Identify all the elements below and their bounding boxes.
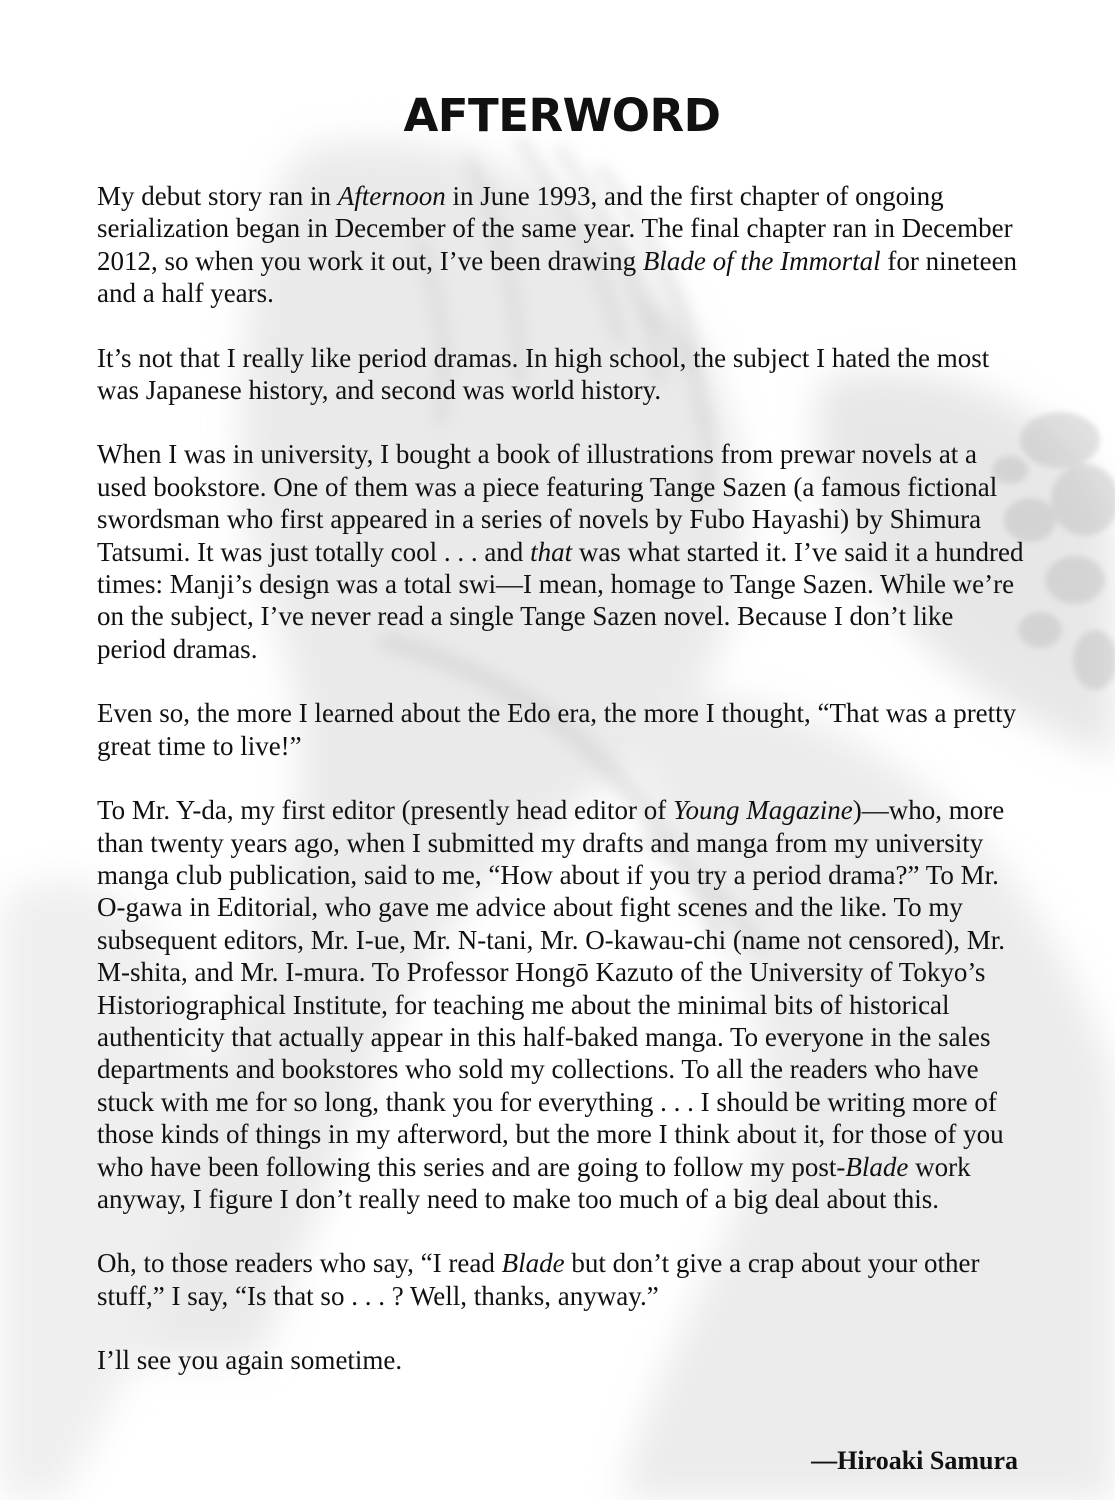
paragraph-1	[97, 180, 1027, 310]
text-run: was what started it. I’ve said it a hundred times: Manji’s design was a total swi—I mean, homage to Tange Sazen. While we’re on the subject, I’ve never read a single Tange Sazen novel. Because I don’t like period dramas.	[97, 536, 1024, 664]
text-run: Oh, to those readers who say, “I read	[97, 1248, 502, 1279]
paragraph-4	[97, 697, 1027, 762]
text-run: Even so, the more I learned about the Edo era, the more I thought, “That was a pretty great time to live!”	[97, 698, 1017, 761]
italic-text: Afternoon	[337, 181, 446, 211]
italic-text: Young Magazine	[672, 795, 853, 826]
italic-text: that	[530, 536, 573, 567]
author-signature: —Hiroaki Samura	[811, 1446, 1018, 1475]
text-run: )—who, more than twenty years ago, when I submitted my drafts and manga from my university manga club publication, said to me, “How about if you try a period drama?” To Mr. O-gawa in Editorial, who gave me advice about fight scenes and the like. To my subsequent editors, Mr. I-ue, Mr. N-tani, Mr. O-kawau-chi (name not censored), Mr. M-shita, and Mr. I-mura. To Professor Hongō Kazuto of the University of Tokyo’s Historiographical Institute, for teaching me about the minimal bits of historical authenticity that actually appear in this half-baked manga. To everyone in the sales departments and bookstores who sold my collections. To all the readers who have stuck with me for so long, thank you for everything . . . I should be writing more of those kinds of things in my afterword, but the more I think about it, for those of you who have been following this series and are going to follow my post-	[97, 795, 1006, 1182]
paragraph-7	[97, 1344, 1027, 1376]
text-run: but don’t give a crap about your other stuff,” I say, “Is that so . . . ? Well, thanks, anyway.”	[97, 1248, 980, 1311]
italic-text: Blade of the Immortal	[642, 245, 881, 276]
text-run: work anyway, I figure I don’t really need to make too much of a big deal about this.	[97, 1151, 971, 1214]
afterword-content	[97, 86, 1027, 1409]
paragraph-5	[97, 794, 1027, 1215]
text-run: I’ll see you again sometime.	[97, 1345, 403, 1376]
paragraph-3	[97, 438, 1027, 665]
text-run: When I was in university, I bought a book of illustrations from prewar novels at a used bookstore. One of them was a piece featuring Tange Sazen (a famous fictional swordsman who first appeared in a series of novels by Fubo Hayashi) by Shimura Tatsumi. It was just totally cool . . . and	[97, 439, 998, 567]
page-title: AFTERWORD	[403, 89, 721, 142]
paragraph-6	[97, 1247, 1027, 1312]
italic-text: Blade	[845, 1151, 909, 1182]
text-run: My debut story ran in	[97, 181, 338, 211]
text-run: To Mr. Y-da, my first editor (presently head editor of	[97, 795, 673, 826]
text-run: for nineteen and a half years.	[97, 245, 1018, 309]
text-run: It’s not that I really like period dramas. In high school, the subject I hated the most was Japanese history, and second was world history.	[97, 342, 990, 406]
italic-text: Blade	[501, 1248, 565, 1279]
paragraph-2	[97, 342, 1027, 407]
text-run: in June 1993, and the first chapter of ongoing serialization began in December of the same year. The final chapter ran in December 2012, so when you work it out, I’ve been drawing	[97, 181, 1013, 276]
